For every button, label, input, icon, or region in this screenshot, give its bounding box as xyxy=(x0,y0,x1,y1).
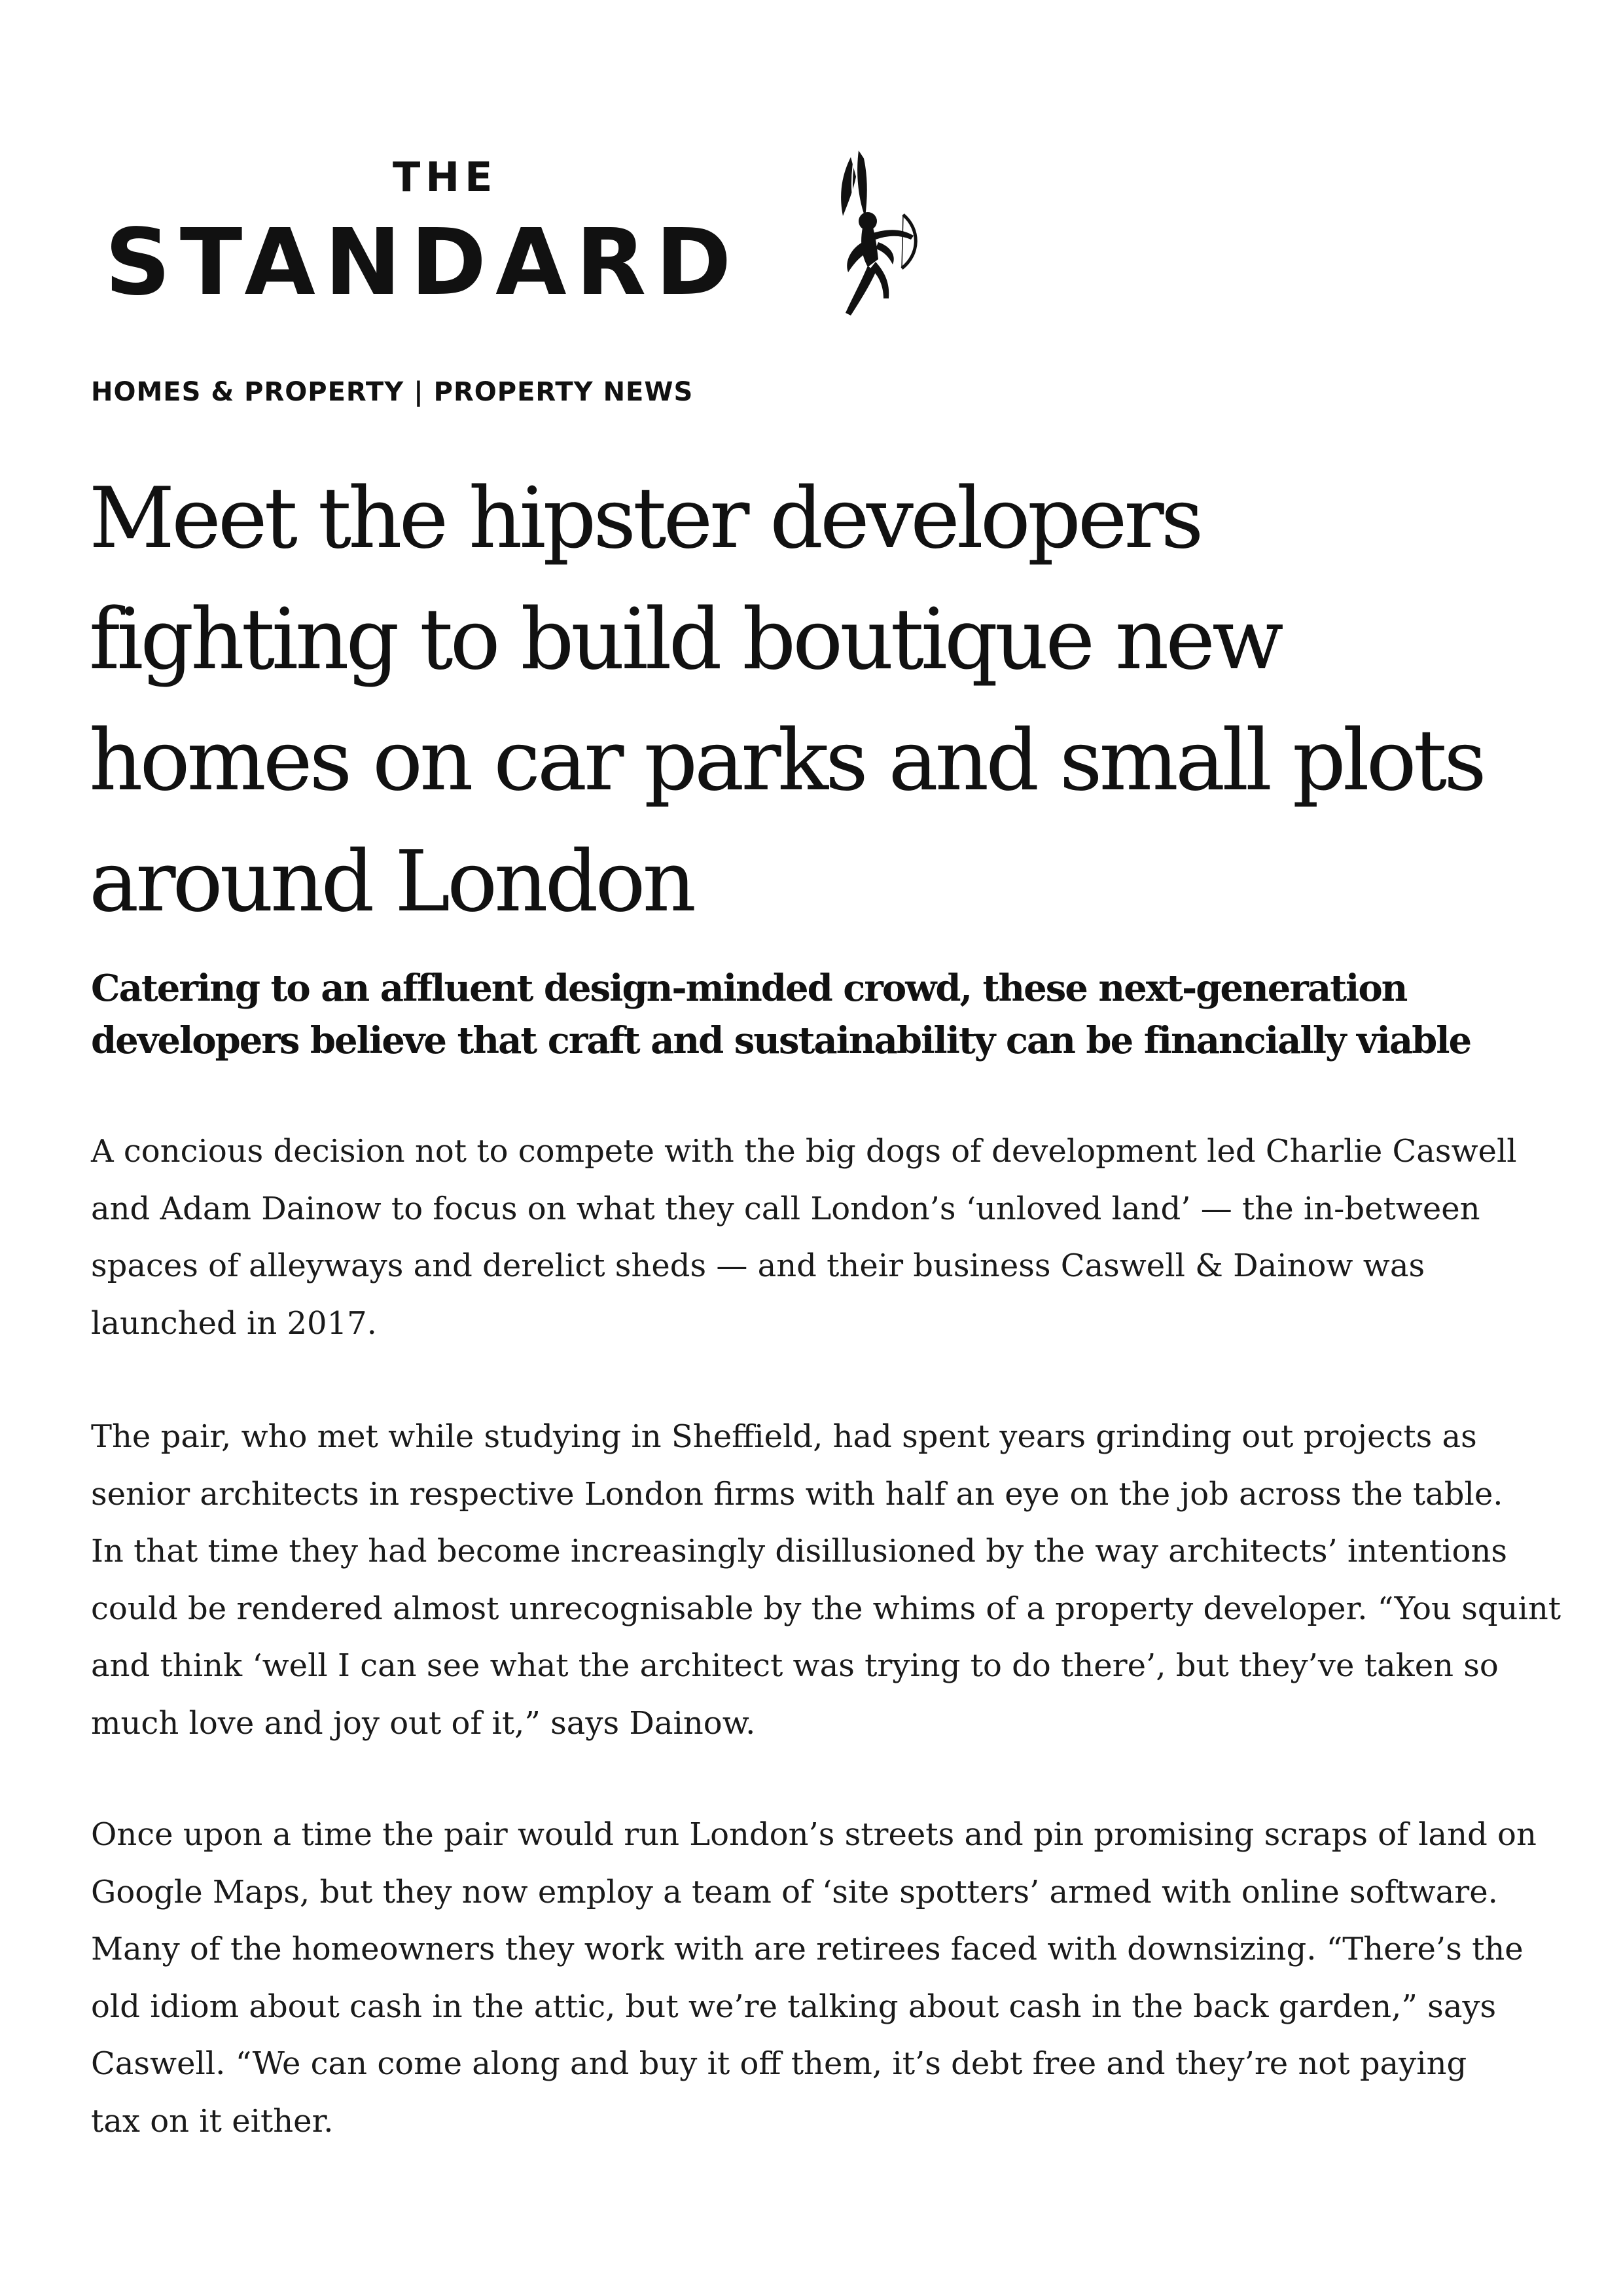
body-line: Caswell. “We can come along and buy it off them, it’s debt free and they’re not paying xyxy=(91,2045,1467,2082)
headline-line: Meet the hipster developers xyxy=(89,470,1201,567)
body-line: The pair, who met while studying in Sheffield, had spent years grinding out projects as xyxy=(91,1418,1477,1455)
body-line: spaces of alleyways and derelict sheds — and their business Caswell & Dainow was xyxy=(91,1247,1425,1284)
body-line: and think ‘well I can see what the architect was trying to do there’, but they’ve taken so xyxy=(91,1647,1499,1684)
standfirst-line: Catering to an affluent design-minded crowd, these next-generation xyxy=(91,967,1407,1010)
body-paragraph-3 xyxy=(91,1806,1563,2150)
body-line: senior architects in respective London firms with half an eye on the job across the table. xyxy=(91,1475,1503,1513)
body-line: tax on it either. xyxy=(91,2102,334,2140)
body-line: Once upon a time the pair would run London’s streets and pin promising scraps of land on xyxy=(91,1816,1537,1853)
headline-line: fighting to build boutique new xyxy=(89,591,1281,689)
body-line: Google Maps, but they now employ a team of ‘site spotters’ armed with online software. xyxy=(91,1873,1498,1910)
body-paragraph-1 xyxy=(91,1123,1563,1352)
body-paragraph-2 xyxy=(91,1408,1563,1752)
headline-line: around London xyxy=(89,833,693,931)
body-line: Many of the homeowners they work with are retirees faced with downsizing. “There’s the xyxy=(91,1931,1524,1967)
masthead-logo[interactable] xyxy=(105,153,955,327)
body-line: In that time they had become increasingly disillusioned by the way architects’ intentions xyxy=(91,1533,1507,1570)
body-line: launched in 2017. xyxy=(91,1304,377,1342)
article-standfirst xyxy=(91,962,1557,1067)
headline-line: homes on car parks and small plots xyxy=(89,712,1484,810)
body-line: old idiom about cash in the attic, but we’re talking about cash in the back garden,” says xyxy=(91,1988,1497,2025)
standfirst-line: developers believe that craft and sustainability can be financially viable xyxy=(91,1019,1471,1062)
section-breadcrumb[interactable]: HOMES & PROPERTY | PROPERTY NEWS xyxy=(91,377,694,407)
masthead-standard: STANDARD xyxy=(105,209,741,316)
body-line: A concious decision not to compete with the big dogs of development led Charlie Caswell xyxy=(91,1133,1517,1170)
masthead-the: THE xyxy=(393,153,498,201)
body-line: much love and joy out of it,” says Dainow. xyxy=(91,1704,756,1742)
angel-emblem-icon xyxy=(805,144,923,321)
article-headline xyxy=(89,458,1555,942)
body-line: could be rendered almost unrecognisable by the whims of a property developer. “You squint xyxy=(91,1590,1561,1627)
body-line: and Adam Dainow to focus on what they call London’s ‘unloved land’ — the in-between xyxy=(91,1190,1480,1227)
